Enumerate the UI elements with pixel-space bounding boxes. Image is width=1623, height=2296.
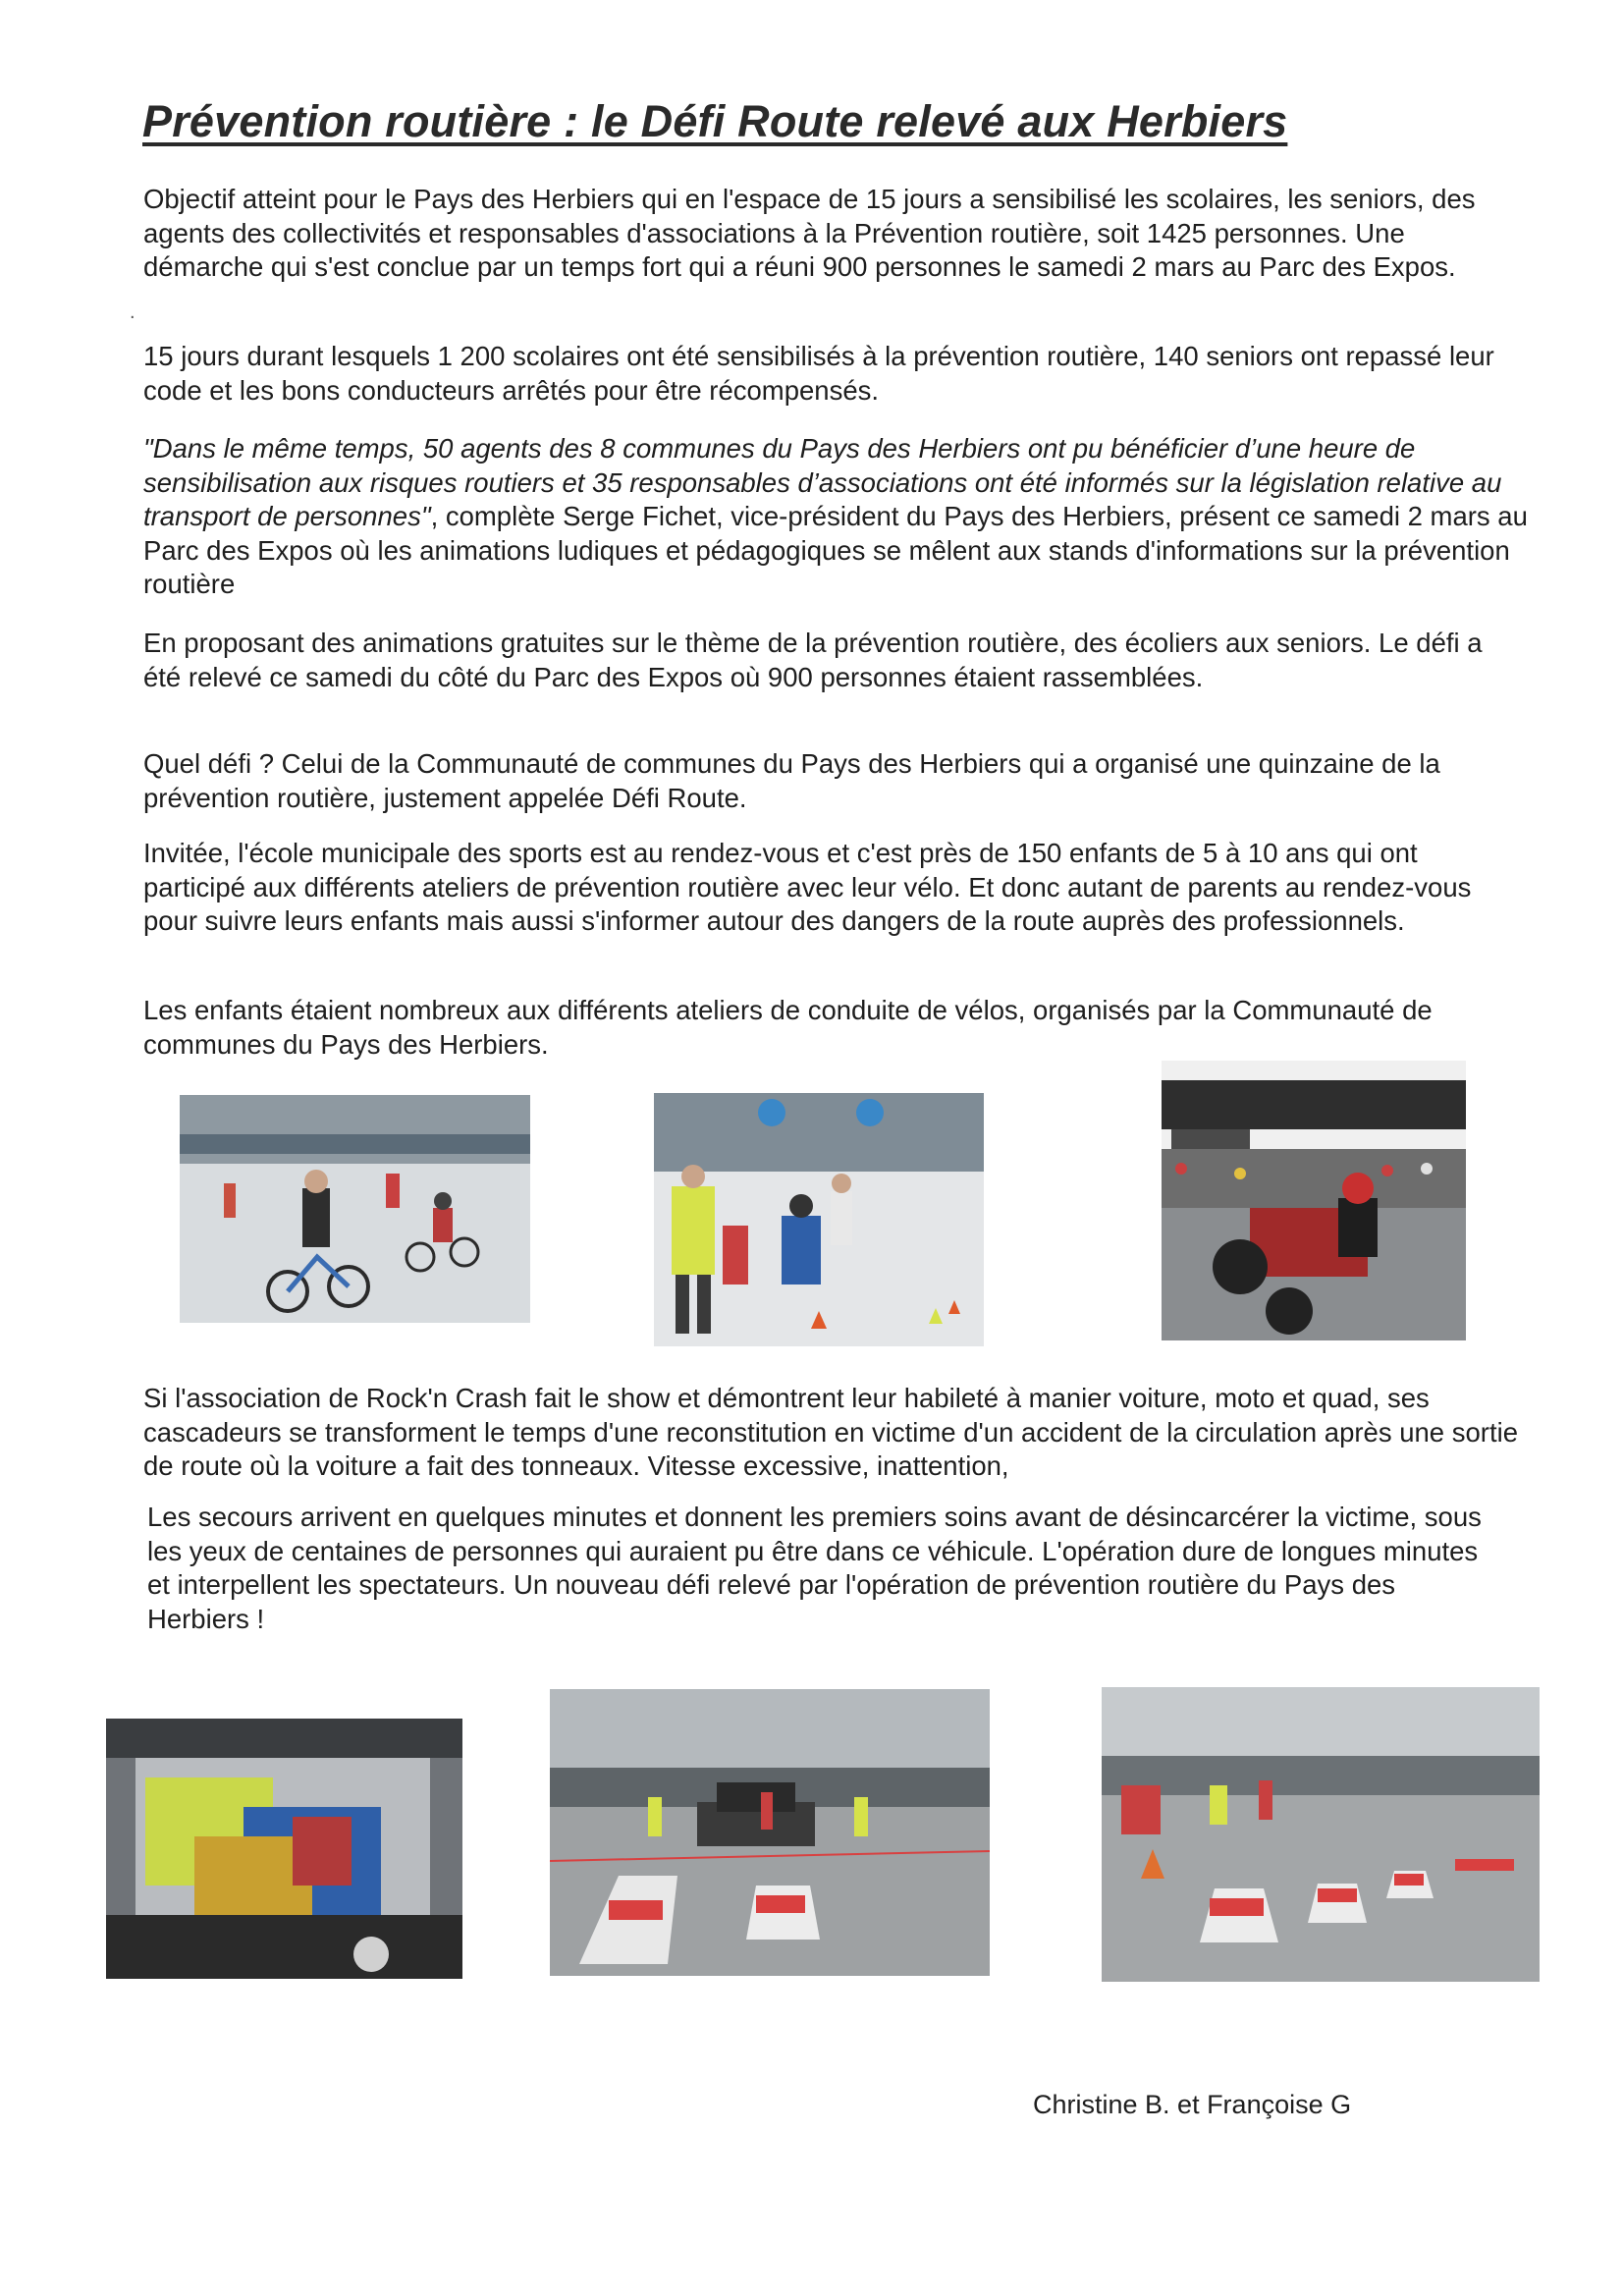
article-title: Prévention routière : le Défi Route relevé aux Herbiers bbox=[142, 96, 1288, 146]
paragraph-secours: Les secours arrivent en quelques minutes et donnent les premiers soins avant de désincarcérer la victime, sous les yeux de centaines de personnes qui auraient pu être dans ce véhicule. L'opération dure de longues minutes et interpellent les spectateurs. Un nouveau défi relevé par l'opération de prévention routière du Pays des Herbiers ! bbox=[147, 1502, 1482, 1634]
photo-accident-reconstitution bbox=[550, 1689, 990, 1976]
paragraph-ateliers: Les enfants étaient nombreux aux différents ateliers de conduite de vélos, organisés par la Communauté de communes du Pays des Herbiers. bbox=[143, 995, 1433, 1060]
quote-text: "Dans le même temps, 50 agents des 8 communes du Pays des Herbiers ont pu bénéficier d’une heure de sensibilisation aux risques routiers et 35 responsables d’associations ont été informés sur la législation relative au transport de personnes" bbox=[143, 433, 1502, 531]
photo-quad-stunt bbox=[1162, 1061, 1466, 1340]
photo-barriers-rescue bbox=[1102, 1687, 1540, 1982]
paragraph-scolaires: 15 jours durant lesquels 1 200 scolaires ont été sensibilisés à la prévention routière, 140 seniors ont repassé leur code et les bons conducteurs arrêtés pour être récompensés. bbox=[143, 341, 1494, 406]
article-signature: Christine B. et Françoise G bbox=[1033, 2090, 1352, 2119]
paragraph-intro: Objectif atteint pour le Pays des Herbiers qui en l'espace de 15 jours a sensibilisé les scolaires, les seniors, des agents des collectivités et responsables d'associations à la Prévention routière, soit 1425 personnes. Une démarche qui s'est conclue par un temps fort qui a réuni 900 personnes le samedi 2 mars au Parc des Expos. bbox=[143, 184, 1476, 282]
scan-mark: . bbox=[130, 301, 135, 323]
paragraph-rockncrash: Si l'association de Rock'n Crash fait le show et démontrent leur habileté à manier voiture, moto et quad, ses cascadeurs se transforment le temps d'une reconstitution en victime d'un accident de la circulation après une sortie de route où la voiture a fait des tonneaux. Vitesse excessive, inattention, bbox=[143, 1383, 1518, 1481]
photo-rescue-car-interior bbox=[106, 1719, 462, 1979]
photo-bike-workshop bbox=[654, 1093, 984, 1346]
paragraph-ecole: Invitée, l'école municipale des sports est au rendez-vous et c'est près de 150 enfants de 5 à 10 ans qui ont participé aux différents ateliers de prévention routière avec leur vélo. Et donc autant de parents au rendez-vous pour suivre leurs enfants mais aussi s'informer autour des dangers de la route auprès des professionnels. bbox=[143, 838, 1472, 936]
paragraph-defi: Quel défi ? Celui de la Communauté de communes du Pays des Herbiers qui a organisé une quinzaine de la prévention routière, justement appelée Défi Route. bbox=[143, 748, 1440, 813]
quote-attribution: , complète Serge Fichet, vice-président du Pays des Herbiers, présent ce samedi 2 mars au Parc des Expos où les animations ludiques et pédagogiques se mêlent aux stands d'informations sur la prévention routière bbox=[143, 501, 1528, 599]
paragraph-animations: En proposant des animations gratuites sur le thème de la prévention routière, des écoliers aux seniors. Le défi a été relevé ce samedi du côté du Parc des Expos où 900 personnes étaient rassemblées. bbox=[143, 628, 1483, 692]
paragraph-quote bbox=[143, 432, 1538, 602]
photo-children-bikes bbox=[180, 1095, 530, 1323]
